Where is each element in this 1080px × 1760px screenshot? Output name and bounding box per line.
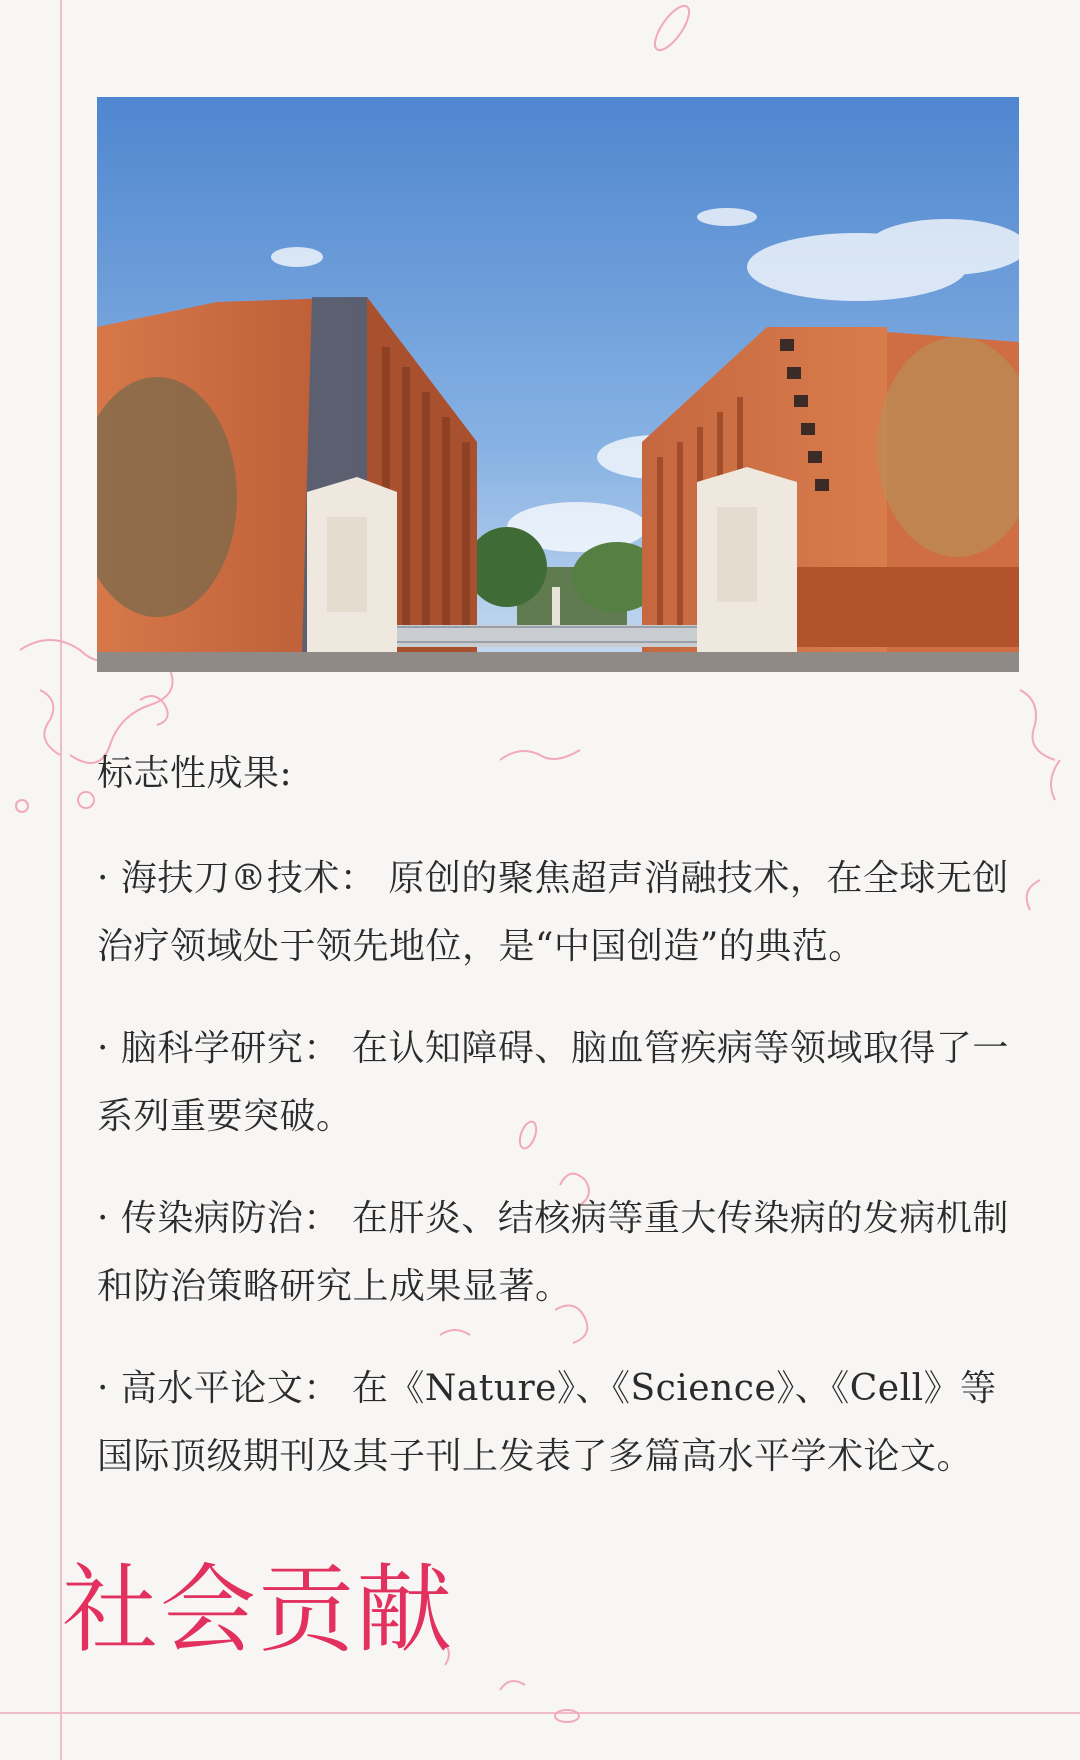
- achievement-item-papers: [97, 1355, 1019, 1491]
- achievements-heading: 标志性成果:: [97, 753, 293, 794]
- campus-gate-photo: [97, 97, 1019, 672]
- list-item: · 传染病防治： 在肝炎、结核病等重大传染病的发病机制和防治策略研究上成果显著。: [97, 1198, 1009, 1307]
- left-decor-rule: [60, 0, 62, 1760]
- section-title-social-contribution: 社会贡献: [62, 1554, 454, 1666]
- achievement-item-hifu: [97, 845, 1019, 981]
- list-item: · 海扶刀®技术： 原创的聚焦超声消融技术，在全球无创治疗领域处于领先地位，是“中国创造”的典范。: [97, 858, 1009, 967]
- achievement-item-brain-science: [97, 1015, 1019, 1151]
- list-item: · 脑科学研究： 在认知障碍、脑血管疾病等领域取得了一系列重要突破。: [97, 1028, 1009, 1137]
- list-item: · 高水平论文： 在《Nature》、《Science》、《Cell》等国际顶级期刊及其子刊上发表了多篇高水平学术论文。: [97, 1368, 997, 1477]
- achievement-item-infectious-disease: [97, 1185, 1019, 1321]
- bottom-decor-rule: [0, 1712, 1080, 1714]
